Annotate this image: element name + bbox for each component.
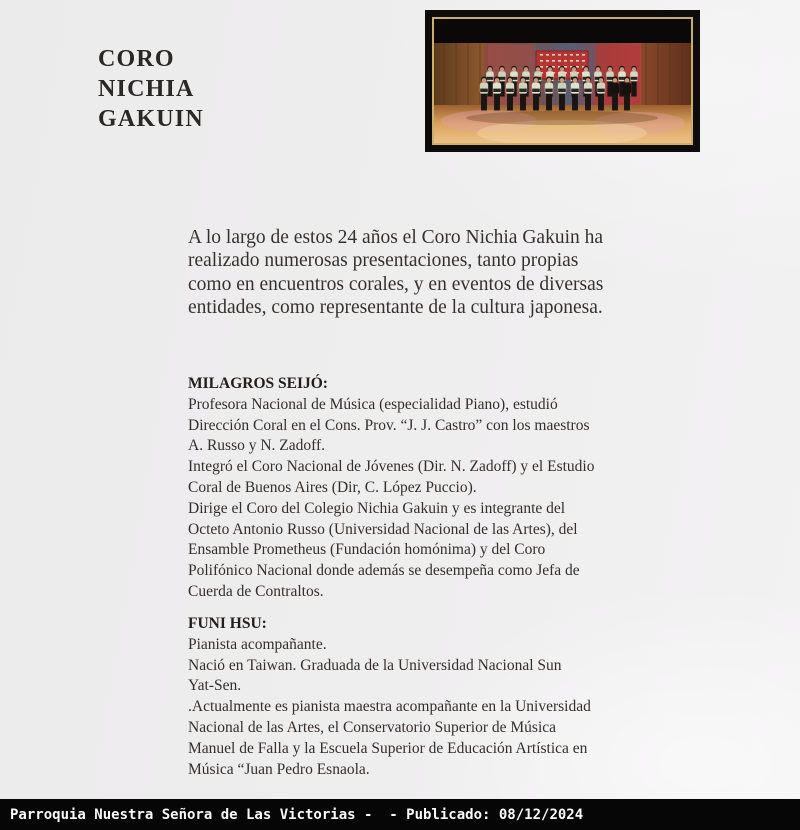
bio-line: .Actualmente es pianista maestra acompañante en la Universidad: [188, 698, 591, 716]
bio-line: Octeto Antonio Russo (Universidad Nacional de las Artes), del: [188, 520, 578, 538]
section-heading: FUNI HSU:: [188, 615, 267, 632]
intro-line: como en encuentros corales, y en eventos de diversas: [188, 273, 604, 295]
choir-photo-frame: [425, 10, 700, 152]
bio-line: Dirección Coral en el Cons. Prov. “J. J. Castro” con los maestros: [188, 416, 590, 434]
bio-line: Música “Juan Pedro Esnaola.: [188, 760, 370, 778]
bio-line: Cuerda de Contraltos.: [188, 582, 324, 600]
bio-line: A. Russo y N. Zadoff.: [188, 437, 326, 455]
bio-line: Integró el Coro Nacional de Jóvenes (Dir. N. Zadoff) y el Estudio: [188, 458, 595, 476]
section-heading: MILAGROS SEIJÓ:: [188, 375, 328, 392]
intro-line: A lo largo de estos 24 años el Coro Nichia Gakuin ha: [188, 227, 604, 248]
bio-line: Manuel de Falla y la Escuela Superior de Educación Artística en: [188, 739, 588, 757]
bio-line: Coral de Buenos Aires (Dir, C. López Puccio).: [188, 478, 477, 496]
bio-line: Nació en Taiwan. Graduada de la Universidad Nacional Sun: [188, 656, 562, 674]
footer-bar: [0, 799, 800, 830]
title-line: NICHIA: [98, 76, 195, 102]
footer-text: Parroquia Nuestra Señora de Las Victorias - - Publicado: 08/12/2024: [10, 806, 584, 823]
bio-line: Polifónico Nacional donde además se desempeña como Jefa de: [188, 562, 580, 580]
section-milagros-seijo: [188, 374, 648, 603]
section-body: [188, 395, 648, 603]
intro-line: entidades, como representante de la cultura japonesa.: [188, 297, 603, 319]
bio-line: Pianista acompañante.: [188, 635, 327, 653]
choir-shadow: [466, 111, 658, 125]
stage-top-darkness: [434, 19, 691, 45]
title-line: GAKUIN: [98, 106, 204, 132]
choir-photo: [432, 17, 693, 145]
bio-line: Yat-Sen.: [188, 677, 242, 695]
section-body: [188, 635, 648, 781]
bio-line: Ensamble Prometheus (Fundación homónima) y del Coro: [188, 541, 546, 559]
intro-paragraph: [188, 226, 603, 320]
title-line: CORO: [98, 46, 175, 72]
stage-right-wall: [639, 43, 691, 109]
intro-line: realizado numerosas presentaciones, tanto propias: [188, 250, 579, 272]
section-funi-hsu: [188, 614, 648, 780]
bio-line: Dirige el Coro del Colegio Nichia Gakuin y es integrante del: [188, 499, 566, 517]
bio-line: Profesora Nacional de Música (especialidad Piano), estudió: [188, 395, 558, 413]
stage-left-wall: [434, 43, 486, 109]
page-title: [98, 44, 204, 134]
bio-line: Nacional de las Artes, el Conservatorio Superior de Música: [188, 718, 557, 736]
